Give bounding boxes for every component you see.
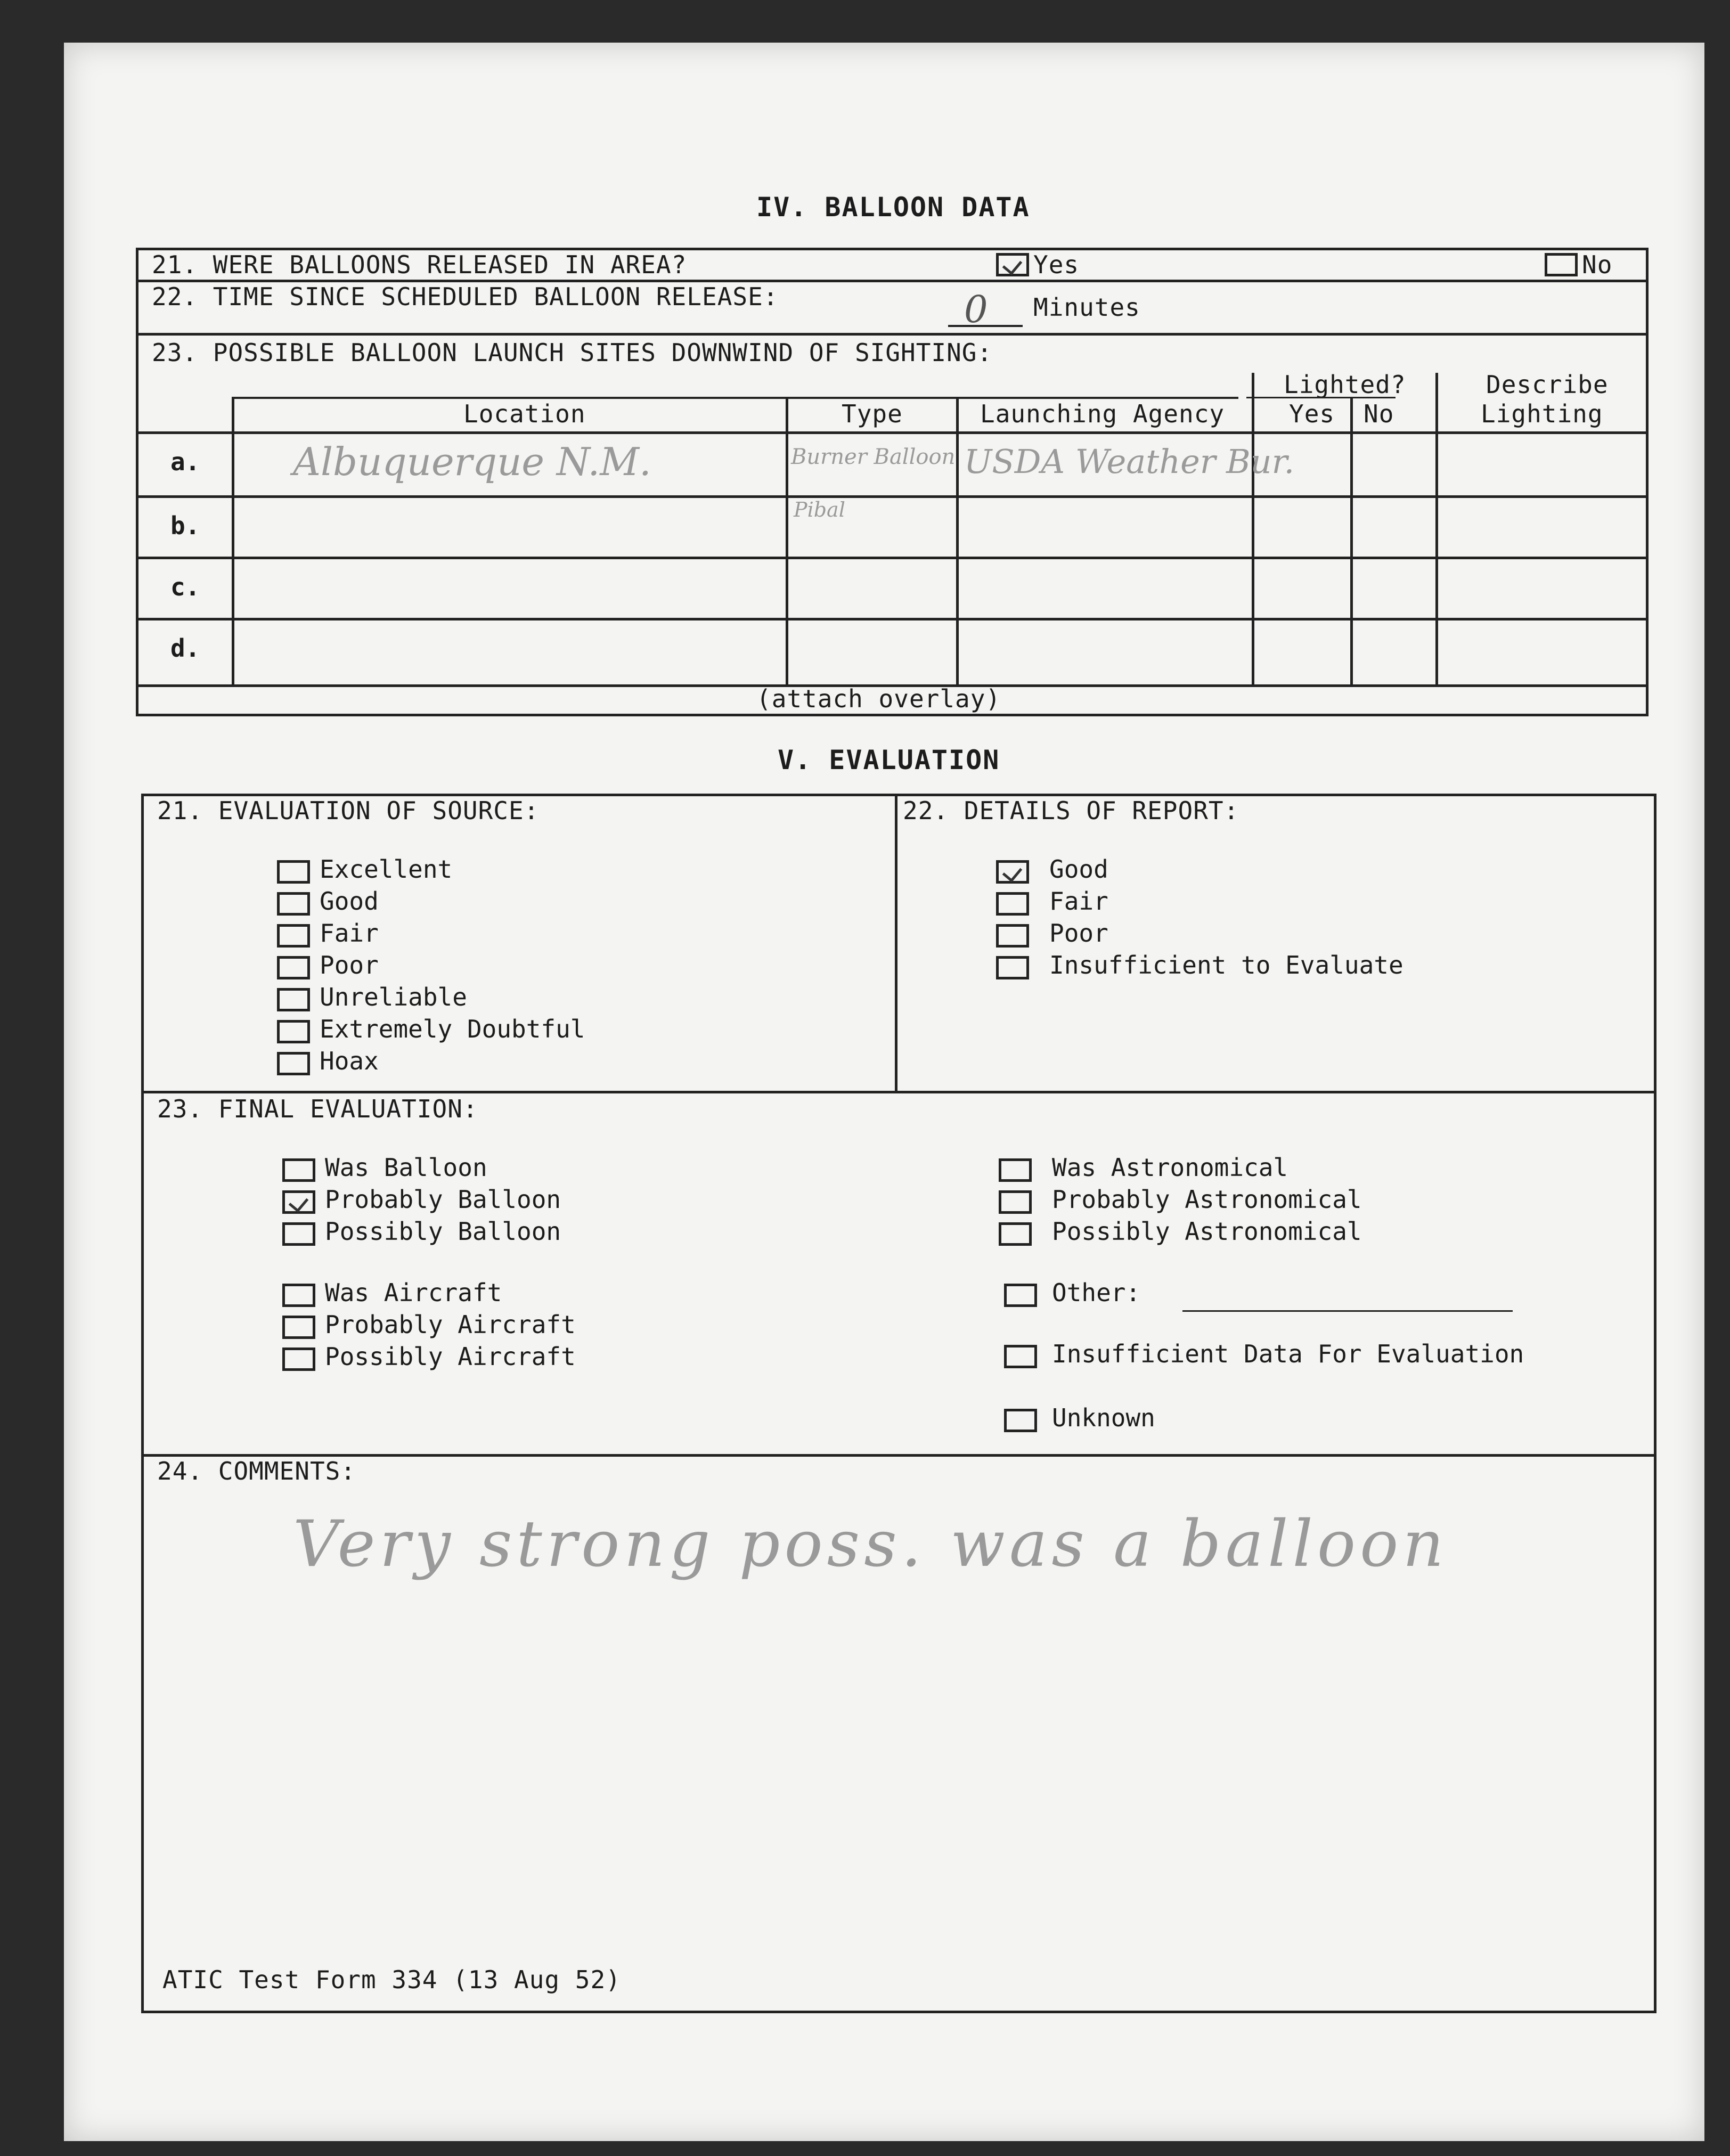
table-col-4 — [1252, 373, 1254, 684]
possibly-balloon-checkbox[interactable] — [282, 1222, 315, 1246]
details-good-checkbox[interactable] — [996, 860, 1029, 884]
q23-launch-sites-label: 23. POSSIBLE BALLOON LAUNCH SITES DOWNWIND OF SIGHTING: — [152, 338, 993, 367]
row-label-c: c. — [170, 573, 200, 601]
table-row-b-top — [136, 495, 1649, 498]
table-row-a-top — [136, 431, 1649, 434]
q21-yes-label: Yes — [1033, 250, 1080, 279]
source-unreliable-checkbox[interactable] — [277, 988, 310, 1011]
section-v-title: V. EVALUATION — [778, 745, 1000, 775]
was-balloon-checkbox[interactable] — [282, 1158, 315, 1182]
unknown-checkbox[interactable] — [1004, 1409, 1037, 1432]
header-lighted: Lighted? — [1284, 370, 1406, 399]
source-fair-checkbox[interactable] — [277, 924, 310, 948]
header-type: Type — [842, 399, 903, 428]
source-extremely-doubtful-checkbox[interactable] — [277, 1020, 310, 1043]
source-unreliable-label: Unreliable — [320, 983, 467, 1011]
source-good-label: Good — [320, 887, 379, 916]
table-row-d-top — [136, 618, 1649, 620]
q22-time-label: 22. TIME SINCE SCHEDULED BALLOON RELEASE: — [152, 282, 779, 311]
q21-no-label: No — [1582, 250, 1613, 279]
q22-time-value: 0 — [964, 288, 988, 331]
details-poor-checkbox[interactable] — [996, 924, 1029, 948]
insufficient-data-label: Insufficient Data For Evaluation — [1052, 1340, 1524, 1368]
row-label-a: a. — [170, 447, 200, 476]
source-extremely-doubtful-label: Extremely Doubtful — [320, 1015, 585, 1043]
possibly-aircraft-label: Possibly Aircraft — [325, 1342, 576, 1371]
source-excellent-checkbox[interactable] — [277, 860, 310, 884]
source-fair-label: Fair — [320, 919, 379, 948]
attach-overlay-note: (attach overlay) — [756, 684, 1001, 713]
header-launching-agency: Launching Agency — [980, 399, 1225, 428]
q22-value-underline — [948, 325, 1023, 327]
q21-yes-checkbox[interactable] — [996, 253, 1029, 276]
row-label-d: d. — [170, 634, 200, 663]
table-col-3 — [956, 397, 959, 684]
table-col-1 — [232, 397, 234, 684]
details-fair-label: Fair — [1049, 887, 1108, 916]
other-underline[interactable] — [1182, 1310, 1513, 1312]
source-good-checkbox[interactable] — [277, 892, 310, 916]
row-a-type: Burner Balloon — [791, 445, 956, 469]
details-insufficient-checkbox[interactable] — [996, 956, 1029, 979]
v21-source-label: 21. EVALUATION OF SOURCE: — [157, 796, 540, 825]
was-aircraft-checkbox[interactable] — [282, 1284, 315, 1307]
source-hoax-label: Hoax — [320, 1047, 379, 1075]
header-describe-lighting: Lighting — [1481, 399, 1603, 428]
eval-center-divider — [895, 794, 897, 1092]
was-balloon-label: Was Balloon — [325, 1153, 487, 1182]
lighted-header-line — [1246, 397, 1396, 398]
v23-final-label: 23. FINAL EVALUATION: — [157, 1095, 478, 1123]
possibly-astronomical-checkbox[interactable] — [999, 1222, 1032, 1246]
row-label-b: b. — [170, 511, 200, 540]
table-col-6 — [1435, 373, 1438, 684]
other-checkbox[interactable] — [1004, 1284, 1037, 1307]
details-insufficient-label: Insufficient to Evaluate — [1049, 951, 1403, 979]
q22-divider — [136, 333, 1649, 336]
unknown-label: Unknown — [1052, 1403, 1155, 1432]
header-describe: Describe — [1486, 370, 1609, 399]
details-fair-checkbox[interactable] — [996, 892, 1029, 916]
possibly-astronomical-label: Possibly Astronomical — [1052, 1217, 1362, 1246]
v24-comments-label: 24. COMMENTS: — [157, 1457, 356, 1485]
table-header-top — [232, 397, 1238, 399]
probably-balloon-label: Probably Balloon — [325, 1185, 561, 1214]
comments-handwritten: Very strong poss. was a balloon — [293, 1507, 1448, 1581]
v22-details-label: 22. DETAILS OF REPORT: — [903, 796, 1239, 825]
details-poor-label: Poor — [1049, 919, 1108, 948]
was-astronomical-label: Was Astronomical — [1052, 1153, 1288, 1182]
row-a-type-2: Pibal — [794, 498, 845, 521]
probably-aircraft-label: Probably Aircraft — [325, 1310, 576, 1339]
possibly-aircraft-checkbox[interactable] — [282, 1348, 315, 1371]
q21-no-checkbox[interactable] — [1545, 253, 1578, 276]
was-aircraft-label: Was Aircraft — [325, 1278, 502, 1307]
section-iv-title: IV. BALLOON DATA — [756, 192, 1030, 223]
header-location: Location — [463, 399, 586, 428]
q21-balloons-released-label: 21. WERE BALLOONS RELEASED IN AREA? — [152, 250, 687, 279]
form-page — [64, 43, 1704, 2141]
header-lighted-no: No — [1364, 399, 1394, 428]
source-poor-checkbox[interactable] — [277, 956, 310, 979]
row-a-location: Albuquerque N.M. — [293, 439, 651, 484]
table-row-c-top — [136, 557, 1649, 559]
other-label: Other: — [1052, 1278, 1141, 1307]
details-good-label: Good — [1049, 855, 1108, 884]
probably-astronomical-checkbox[interactable] — [999, 1190, 1032, 1214]
source-poor-label: Poor — [320, 951, 379, 979]
table-col-2 — [786, 397, 788, 684]
probably-aircraft-checkbox[interactable] — [282, 1316, 315, 1339]
was-astronomical-checkbox[interactable] — [999, 1158, 1032, 1182]
q22-unit: Minutes — [1033, 293, 1140, 322]
probably-astronomical-label: Probably Astronomical — [1052, 1185, 1362, 1214]
possibly-balloon-label: Possibly Balloon — [325, 1217, 561, 1246]
form-id-footer: ATIC Test Form 334 (13 Aug 52) — [162, 1965, 621, 1994]
eval-comments-divider — [141, 1454, 1656, 1457]
eval-mid-divider — [141, 1091, 1656, 1093]
source-excellent-label: Excellent — [320, 855, 453, 884]
source-hoax-checkbox[interactable] — [277, 1052, 310, 1075]
row-a-agency: USDA Weather Bur. — [964, 442, 1295, 481]
table-col-5 — [1350, 397, 1353, 684]
header-lighted-yes: Yes — [1289, 399, 1335, 428]
probably-balloon-checkbox[interactable] — [282, 1190, 315, 1214]
insufficient-data-checkbox[interactable] — [1004, 1345, 1037, 1368]
